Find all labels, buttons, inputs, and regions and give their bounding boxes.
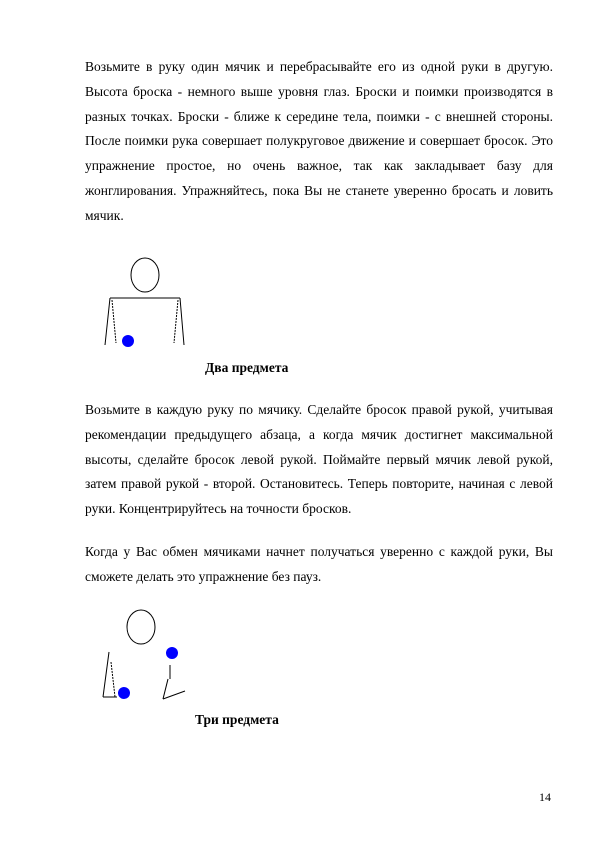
right-arm-line — [180, 298, 184, 345]
juggler-one-ball-figure — [100, 255, 190, 355]
heading-three-objects: Три предмета — [195, 712, 279, 727]
left-arm-line-2 — [111, 662, 115, 697]
head-shape — [127, 610, 155, 644]
ball-shape — [122, 335, 134, 347]
right-hand-line — [163, 691, 185, 699]
page-number: 14 — [539, 790, 551, 804]
juggler-two-balls-figure — [95, 607, 205, 712]
heading-two-objects: Два предмета — [205, 360, 289, 375]
right-forearm-line — [163, 679, 168, 699]
paragraph-two-balls: Возьмите в каждую руку по мячику. Сделайте бросок правой рукой, учитывая рекомендации предыдущего абзаца, а когда мячик достигнет максимальной высоты, сделайте бросок левой рукой. Поймайте первый мячик левой рукой, затем правой рукой - второй. Остановитесь. Теперь повторите, начиная с левой руки. Концентрируйтесь на точности бросков. — [85, 402, 553, 517]
right-arm-line-2 — [174, 300, 178, 343]
paragraph-no-pauses: Когда у Вас обмен мячиками начнет получаться уверенно с каждой руки, Вы сможете делать это упражнение без пауз. — [85, 544, 553, 584]
left-arm-line — [103, 652, 109, 697]
left-arm-line — [105, 298, 110, 345]
left-arm-line-2 — [112, 300, 116, 343]
paragraph-one-ball: Возьмите в руку один мячик и перебрасывайте его из одной руки в другую. Высота броска - немного выше уровня глаз. Броски и поимки производятся в разных точках. Броски - ближе к середине тела, поимки - с внешней стороны. После поимки рука совершает полукруговое движение и совершает бросок. Это упражнение простое, но очень важное, так как закладывает базу для жонглирования. Упражняйтесь, пока Вы не станете уверенно бросать и ловить мячик. — [85, 59, 553, 223]
ball-shape — [118, 687, 130, 699]
ball-shape — [166, 647, 178, 659]
head-shape — [131, 258, 159, 292]
